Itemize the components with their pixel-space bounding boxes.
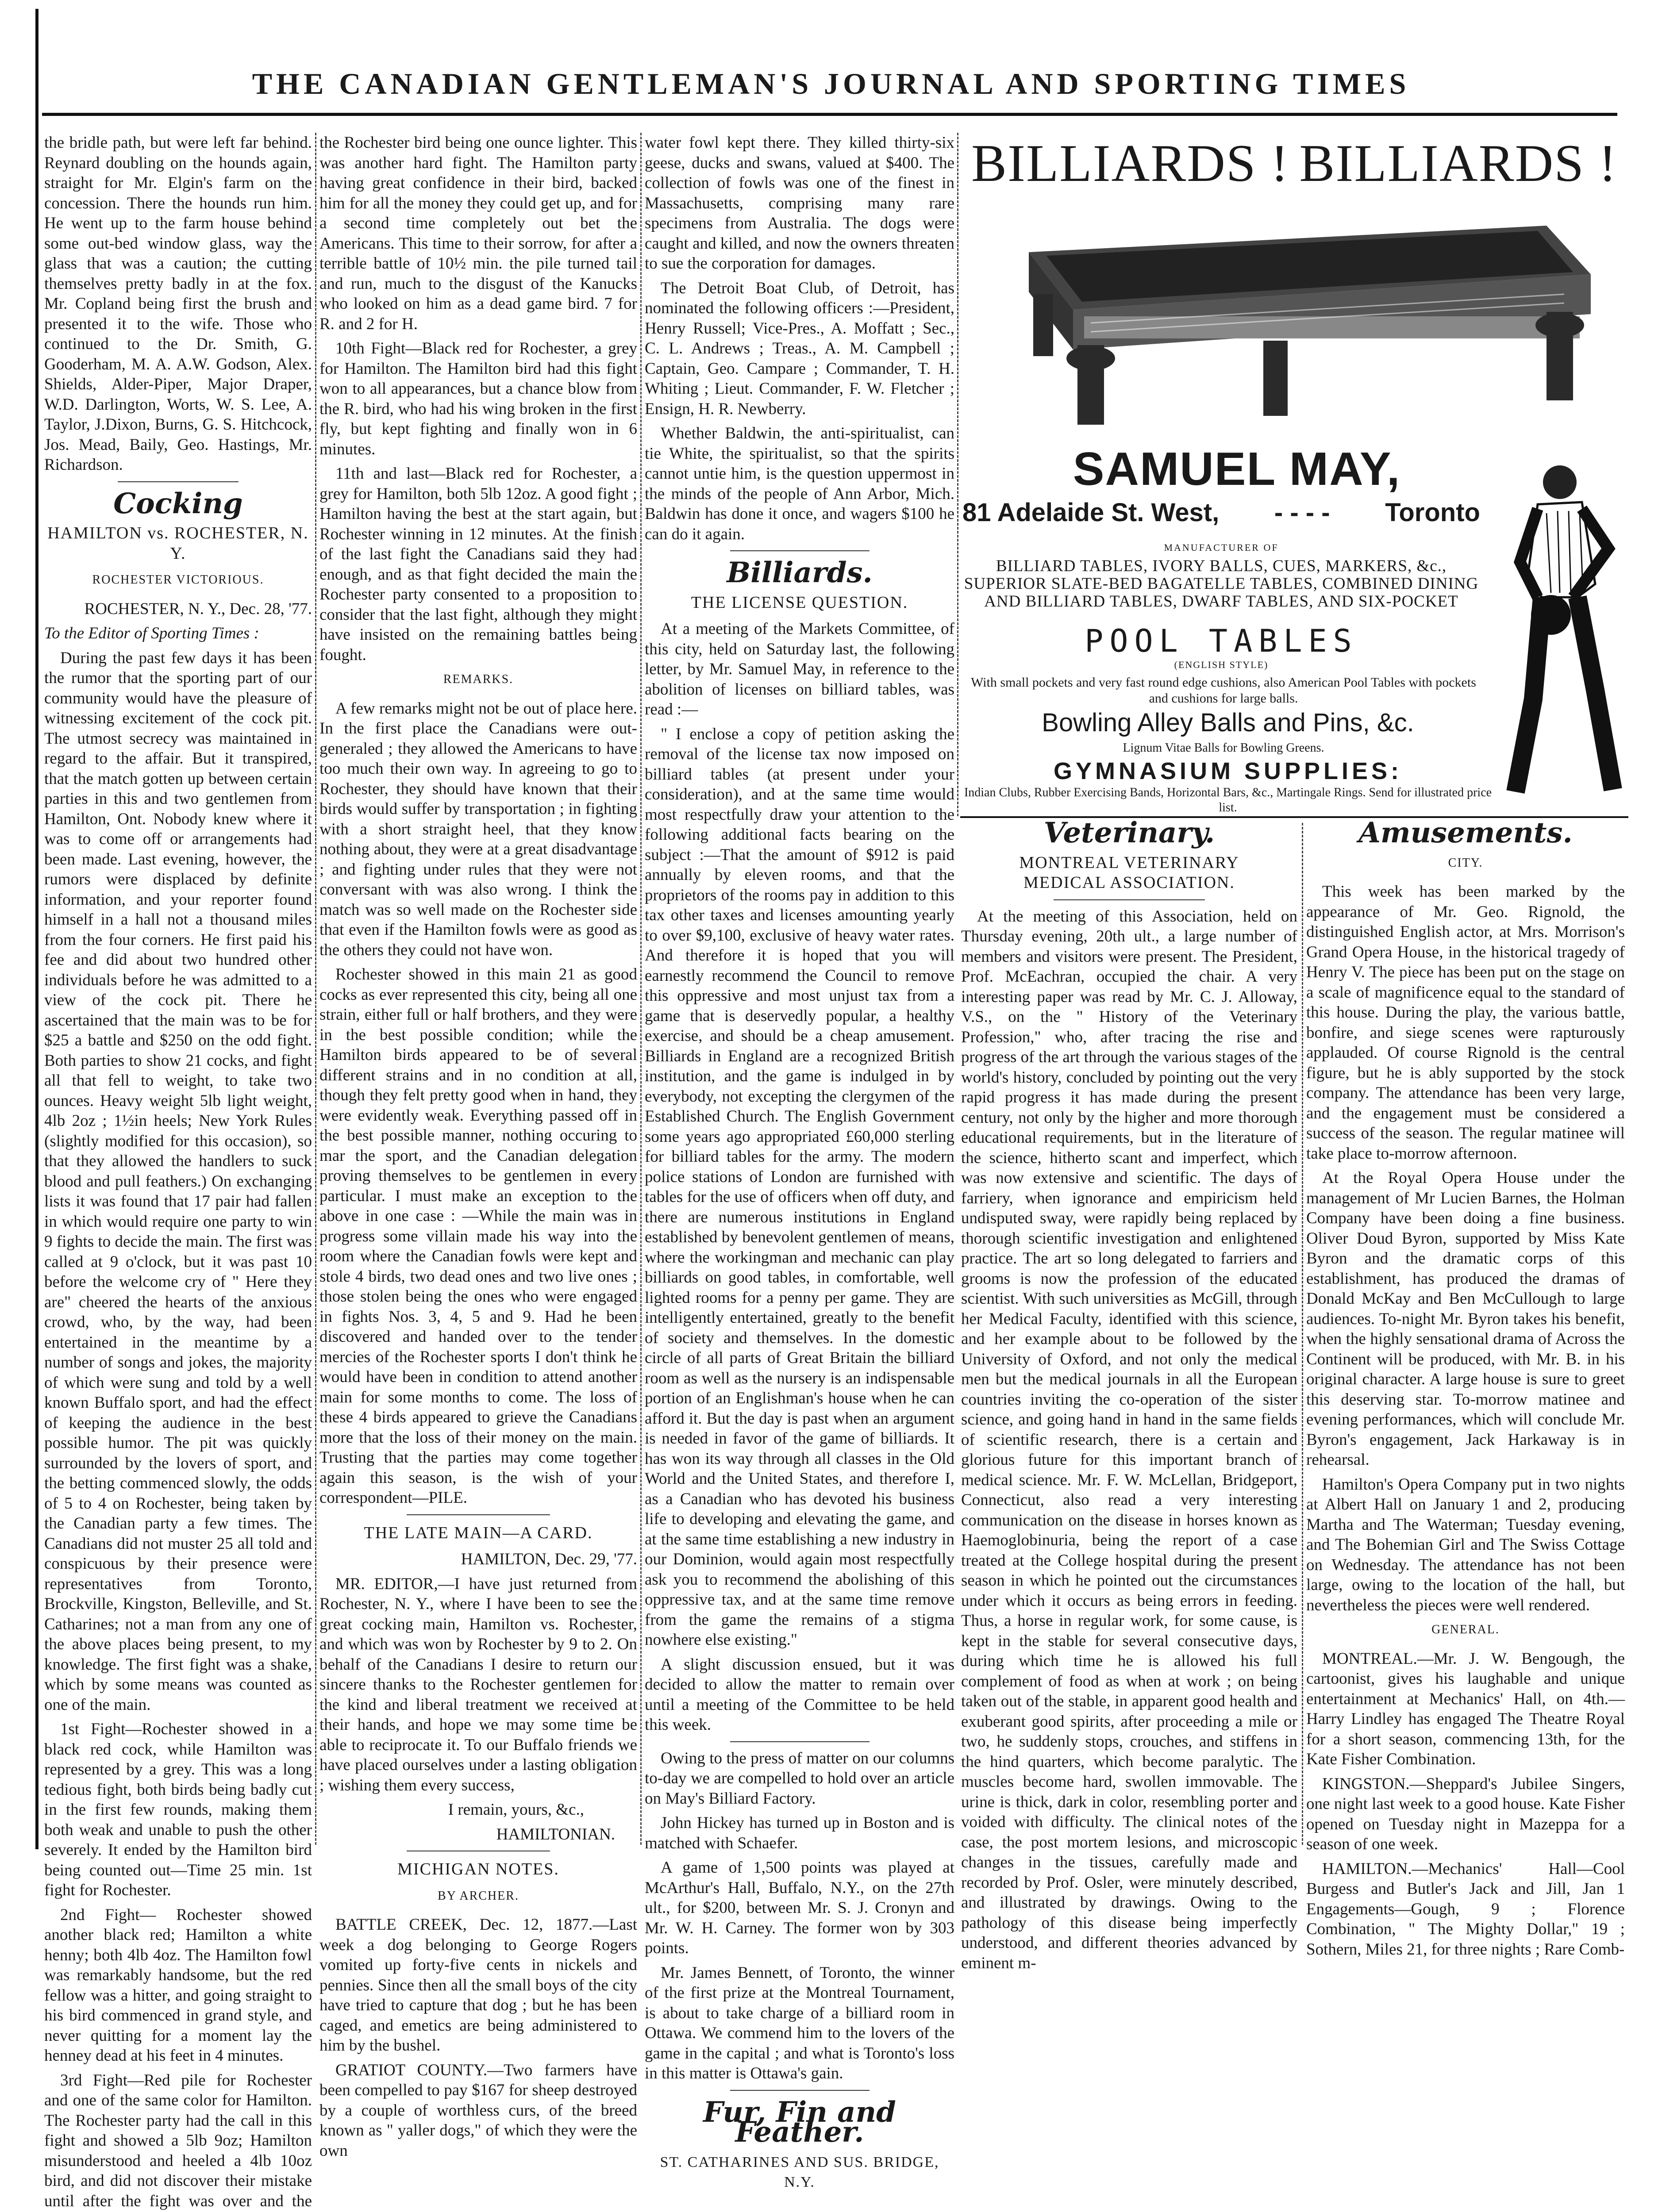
ad-bowling: Bowling Alley Balls and Pins, &c. [962, 708, 1493, 737]
salutation: To the Editor of Sporting Times : [44, 623, 312, 644]
paragraph: Rochester showed in this main 21 as good cocks as ever represented this city, being all one strain, either full or half brothers, and they were in the best possible condition; while the Hamilton birds appeared to be of several different strains and in no condition at all, though they felt pretty good when in hand, they were evidently weak. Everything passed off in the best possible manner, nothing occuring to mar the sport, and the Canadian delegation proving themselves to be gentlemen in every particular. I must make an exception to the above in one case : —While the main was in progress some villain made his way into the room where the Canadian fowls were kept and stole 4 birds, two dead ones and two live ones ; those stolen being the ones who were engaged in fights Nos. 3, 4, 5 and 9. Had he been discovered and handed over to the tender mercies of the Rochester sports I don't think he would have been in condition to attend another main for some months to come. The loss of these 4 birds appeared to grieve the Canadians more that the loss of their money on the main. Trusting that the parties may come together again this season, is the wish of your correspondent—PILE. [319, 964, 637, 1508]
paragraph: BATTLE CREEK, Dec. 12, 1877.—Last week a dog belonging to George Rogers vomited up forty-five cents in nickels and pennies. Since then all the small boys of the city have tried to capture that dog ; but he has been caged, and emetics are being administered to him by the bushel. [319, 1915, 637, 2056]
ad-english-style: (ENGLISH STYLE) [962, 659, 1480, 671]
section-heading-fur-fin-feather: Fur, Fin and Feather. [645, 2102, 954, 2143]
section-heading-veterinary: Veterinary. [961, 823, 1297, 843]
ad-city: Toronto [1385, 498, 1480, 527]
billiard-table-illustration [989, 199, 1600, 434]
paragraph: KINGSTON.—Sheppard's Jubilee Singers, one night last week to a good house. Kate Fisher opened on Tuesday night in Mazeppa for a season of one week. [1306, 1774, 1625, 1855]
column-5 [1306, 823, 1625, 1845]
paragraph: 10th Fight—Black red for Rochester, a grey for Hamilton. The Hamilton bird had this fight won to all appearances, but a chance blow from the R. bird, who had his wing broken in the first fly, but kept fighting and finally won in 6 minutes. [319, 338, 637, 459]
ad-headline-right: BILLIARDS ! [1299, 133, 1617, 194]
column-1 [44, 133, 312, 1845]
paragraph: HAMILTON.—Mechanics' Hall—Cool Burgess and Butler's Jack and Jill, Jan 1 Engagements—Gough, 9 ; Florence Combination, " The Mighty Dollar," 19 ; Sothern, Miles 21, for three nights ; Rare Comb- [1306, 1859, 1625, 1960]
paragraph: GRATIOT COUNTY.—Two farmers have been compelled to pay $167 for sheep destroyed by a couple of worthless curs, of the breed known as " yaller dogs," of which they were the own [319, 2060, 637, 2161]
article-title: MICHIGAN NOTES. [319, 1859, 637, 1880]
article-title: MONTREAL VETERINARY MEDICAL ASSOCIATION. [961, 853, 1297, 893]
section-heading-billiards: Billiards. [645, 563, 954, 583]
paragraph: 3rd Fight—Red pile for Rochester and one of the same color for Hamilton. The Rochester party had the call in this fight and showed a 5lb 9oz; Hamilton misunderstood and heeled a 4lb 10oz bird, and did not discover their mistake until after the fight was over and the [44, 2070, 312, 2212]
article-title: ST. CATHARINES AND SUS. BRIDGE, N.Y. [645, 2152, 954, 2193]
paragraph: MR. EDITOR,—I have just returned from Rochester, N. Y., where I have been to see the great cocking main, Hamilton vs. Rochester, and which was won by Rochester by 9 to 2. On behalf of the Canadians I desire to return our sincere thanks to the Rochester gentlemen for the kind and liberal treatment we received at their hands, and hope we may some time be able to reciprocate it. To our Buffalo friends we have placed ourselves under a lasting obligation ; wishing them every success, [319, 1574, 637, 1796]
section-divider [730, 2090, 869, 2091]
man-with-ball-illustration [1485, 451, 1626, 796]
dateline: HAMILTON, Dec. 29, '77. [319, 1549, 637, 1570]
paragraph: " I enclose a copy of petition asking the removal of the license tax now imposed on billiard tables (at present under your consideration), and at the same time would most respectfully draw your attention to the following additional facts bearing on the subject :—That the amount of $912 is paid annually by eleven rooms, and that the proprietors of the rooms pay in addition to this tax other taxes and licenses amounting yearly to over $9,100, exclusive of heavy water rates. And therefore it is hoped that you will earnestly recommend the Council to remove this oppressive and most unjust tax from a game that is deservedly popular, a healthy exercise, and should be a cheap amusement. Billiards in England are a recognized British institution, and the game is indulged in by everybody, not excepting the clergymen of the Established Church. The English Government some years ago appropriated £60,000 sterling for billiard tables for the army. The modern police stations of London are furnished with tables for the use of officers when off duty, and there are numerous institutions in England established by benevolent gentlemen of means, where the workingman and mechanic can play billiards on good tables, in comfortable, well lighted rooms for a penny per game. They are intelligently entertained, greatly to the benefit of society and themselves. In the domestic circle of all parts of Great Britain the billiard room as well as the nursery is an indispensable portion of an Englishman's house when he can afford it. But the day is past when an argument is needed in favor of the game of billiards. It has won its way through all classes in the Old World and the United States, and therefore I, as a Canadian who has devoted his business life to developing and elevating the game, and at the same time establishing a new industry in our Dominion, would again most respectfully ask you to recommend the abolishing of this oppressive tax, and at the same time remove from the game the remains of a stigma nowhere else existing." [645, 724, 954, 1650]
column-separator [315, 133, 316, 1845]
paragraph: MONTREAL.—Mr. J. W. Bengough, the cartoonist, gives his laughable and unique entertainment at Mechanics' Hall, on 4th.— Harry Lindley has engaged The Theatre Royal for a short season, commencing 13th, for the Kate Fisher Combination. [1306, 1649, 1625, 1770]
ad-headline [962, 133, 1626, 194]
paragraph: A slight discussion ensued, but it was decided to allow the matter to remain over until a meeting of the Committee to be held this week. [645, 1655, 954, 1735]
ad-clubs: Indian Clubs, Rubber Exercising Bands, Horizontal Bars, &c., Martingale Rings. Send for illustrated price list. [962, 785, 1493, 815]
paragraph: At a meeting of the Markets Committee, of this city, held on Saturday last, the following letter, by Mr. Samuel May, in reference to the abolition of licenses on billiard tables, was read :— [645, 619, 954, 720]
section-divider [730, 1741, 869, 1742]
ad-street: 81 Adelaide St. West, [962, 498, 1219, 527]
paragraph: Mr. James Bennett, of Toronto, the winner of the first prize at the Montreal Tournament, is about to take charge of a billiard room in Ottawa. We commend him to the lovers of the game in the capital ; and what is Toronto's loss in this matter is Ottawa's gain. [645, 1963, 954, 2084]
article-title: HAMILTON vs. ROCHESTER, N. Y. [44, 523, 312, 564]
byline: BY ARCHER. [319, 1886, 637, 1906]
paragraph: This week has been marked by the appearance of Mr. Geo. Rignold, the distinguished English actor, at Mrs. Morrison's Grand Opera House, in the historical tragedy of Henry V. The piece has been put on the stage on a scale of magnificence equal to the standard of this house. During the play, the various battle, bonfire, and siege scenes were rapturously applauded. Of course Rignold is the central figure, but he is ably supported by the stock company. The attendance has been very large, and the engagement must be considered a success of the season. The regular matinee will take place to-morrow afternoon. [1306, 882, 1625, 1164]
closing: I remain, yours, &c., [319, 1800, 584, 1820]
paragraph: Owing to the press of matter on our columns to-day we are compelled to hold over an article on May's Billiard Factory. [645, 1748, 954, 1809]
section-heading-amusements: Amusements. [1306, 823, 1625, 843]
hunt-article-end: the bridle path, but were left far behind. Reynard doubling on the hounds again, straight for Mr. Elgin's farm on the concession. There the hounds run him. He went up to the farm house behind some out-bed window glass, way the glass that was a caution; the cutting themselves pretty badly in at the fox. Mr. Copland being first the brush and presented it to the wife. Those who continued to the Dr. Smith, G. Gooderham, M. A. A.W. Godson, Alex. Shields, Alder-Piper, Major Draper, W.D. Darlington, Worts, W. S. Lee, A. Taylor, J.Dixon, Burns, G. S. Hitchcock, Jos. Mead, Baily, Geo. Hastings, Mr. Richardson. [44, 133, 312, 475]
paragraph: 1st Fight—Rochester showed in a black red cock, while Hamilton was represented by a grey. This was a long tedious fight, both birds being badly cut in the first few rounds, making them both weak and unable to push the other severely. It ended by the Hamilton bird being counted out—Time 25 min. 1st fight for Rochester. [44, 1719, 312, 1901]
paragraph: 2nd Fight— Rochester showed another black red; Hamilton a white henny; both 4lb 4oz. The Hamilton fowl was remarkably handsome, but the red fellow was a hitter, and going straight to his bird commenced in grand style, and never quitting for a moment lay the henney dead at his feet in 4 minutes. [44, 1905, 312, 2066]
paragraph: the Rochester bird being one ounce lighter. This was another hard fight. The Hamilton party having great confidence in their bird, backed him for all the money they could get up, and for a second time completely out bet the Americans. This time to their sorrow, for after a terrible battle of 10½ min. the pile turned tail and run, much to the disgust of the Kanucks who looked on him as a dead game bird. 7 for R. and 2 for H. [319, 133, 637, 334]
masthead: THE CANADIAN GENTLEMAN'S JOURNAL AND SPORTING TIMES [0, 66, 1662, 101]
article-title: THE LICENSE QUESTION. [645, 593, 954, 613]
ad-dashes: - - - - [1274, 498, 1330, 527]
section-divider [730, 550, 869, 551]
subsection-city: CITY. [1306, 853, 1625, 873]
ad-gymnasium: GYMNASIUM SUPPLIES: [962, 757, 1493, 785]
column-separator [640, 133, 642, 1845]
column-separator [957, 133, 958, 816]
ad-pockets-note: With small pockets and very fast round edge cushions, also American Pool Tables with pockets and cushions for large balls. [962, 675, 1485, 707]
subsection-general: GENERAL. [1306, 1620, 1625, 1640]
section-heading-cocking: Cocking [44, 494, 312, 514]
ad-lignum: Lignum Vitae Balls for Bowling Greens. [962, 741, 1485, 755]
ad-manufacturer-label: MANUFACTURER OF [962, 542, 1480, 553]
ad-product-list: BILLIARD TABLES, IVORY BALLS, CUES, MARKERS, &c., SUPERIOR SLATE-BED BAGATELLE TABLES, COMBINED DINING AND BILLIARD TABLES, DWARF TABLES, AND SIX-POCKET [962, 557, 1480, 611]
article-subtitle: ROCHESTER VICTORIOUS. [44, 570, 312, 590]
paragraph: John Hickey has turned up in Boston and is matched with Schaefer. [645, 1813, 954, 1853]
remarks-heading: REMARKS. [319, 669, 637, 690]
column-4 [961, 823, 1297, 1845]
paragraph: A game of 1,500 points was played at McArthur's Hall, Buffalo, N.Y., on the 27th ult., for $200, between Mr. S. J. Cronyn and Mr. W. H. Carney. The former won by 303 points. [645, 1858, 954, 1959]
paragraph: During the past few days it has been the rumor that the sporting part of our community would have the pleasure of witnessing excitement of the cock pit. The utmost secrecy was maintained in regard to the affair. But it transpired, that the match gotten up between certain parties in this and two gentlemen from Hamilton, Ont. Nobody knew where it was to come off or arrangements had been made. Last evening, however, the rumors were displaced by definite information, and your reporter found himself in a hall not a thousand miles from the four corners. He first paid his fee and did about two hundred other individuals before he was admitted to a view of the cock pit. There he ascertained that the main was to be for $25 a battle and $250 on the odd fight. Both parties to show 21 cocks, and fight all that fell to weight, to take two ounces. Heavy weight 5lb light weight, 4lb 2oz ; 1½in heels; New York Rules (slightly modified for this occasion), so that they allowed the handlers to suck blood and pull feathers.) On exchanging lists it was found that 17 pair had fallen in which would require one party to win 9 fights to decide the main. The first was called at 9 o'clock, but it was past 10 before the welcome cry of " Here they are" cheered the hearts of the anxious crowd, who, by the way, had been entertained in the meantime by a number of songs and jokes, the majority of which were sung and told by a well known Buffalo sport, and had the effect of keeping the audience in the best possible humor. The pit was quickly surrounded by the lovers of sport, and the betting commenced slowly, the odds of 5 to 4 on Rochester, being taken by the Canadian party a few times. The Canadians did not muster 25 all told and conspicuous by their presence were representatives from Toronto, Brockville, Kingston, Belleville, and St. Catharines; not a man from any one of the above places being present, to my knowledge. The first fight was a shake, which by some means was counted as one of the main. [44, 648, 312, 1715]
article-title: THE LATE MAIN—A CARD. [319, 1523, 637, 1544]
column-2 [319, 133, 637, 1845]
ad-address [962, 498, 1480, 527]
paragraph: water fowl kept there. They killed thirty-six geese, ducks and swans, valued at $400. The collection of fowls was one of the finest in Massachusetts, comprising many rare specimens from Australia. The dogs were caught and killed, and now the owners threaten to sue the corporation for damages. [645, 133, 954, 274]
paragraph: A few remarks might not be out of place here. In the first place the Canadians were out-generaled ; they allowed the Americans to have too much their own way. In agreeing to go to Rochester, they should have known that their birds would suffer by transportation ; in fighting with a short straight heel, that they know nothing about, they were at a great disadvantage ; and fighting under rules that they were not conversant with was also wrong. I think the match was so well made on the Rochester side that even if the Hamilton fowls were as good as the others they could not have won. [319, 699, 637, 960]
paragraph: At the meeting of this Association, held on Thursday evening, 20th ult., a large number of members and visitors were present. The President, Prof. McEachran, occupied the chair. A very interesting paper was read by Mr. C. J. Alloway, V.S., on the " History of the Veterinary Profession," who, after tracing the rise and progress of the art through the various stages of the world's history, concluded by pointing out the very rapid progress it has made during the present century, not only by the higher and more thorough educational requirements, but in the literature of the science, hitherto scant and imperfect, which was now extensive and scientific. The days of farriery, when ignorance and empiricism held undisputed sway, were rapidly being replaced by thorough scientific investigation and enlightened practice. The art so long delegated to farriers and grooms is now the profession of the educated scientist. With such universities as McGill, through her Medical Faculty, identified with this science, and her example about to be followed by the University of Oxford, and not only the medical men but the medical journals in all the European countries inviting the co-operation of the sister science, and going hand in hand in the same fields of scientific research, there is a certain and glorious future for this important branch of medical science. Mr. F. W. McLellan, Bridgeport, Connecticut, also read a very interesting communication on the disease in horses known as Haemoglobinuria, being the report of a case treated at the College hospital during the present season in which he pointed out the circumstances under which it occurs as being errors in feeding. Thus, a horse in regular work, for some cause, is kept in the stable for several consecutive days, during which time he is allowed his full complement of food as when at work ; on being taken out of the stable, in apparent good health and exuberant good spirits, after proceeding a mile or two, he suddenly stops, crouches, and stiffens in the hind quarters, which become paralytic. The muscles become hard, swollen immovable. The urine is thick, dark in color, resembling porter and voided with difficulty. The clinical notes of the case, the post mortem lesions, and microscopic changes in the tissues, carefully made and recorded by Prof. Osler, were minutely described, and illustrated by drawings. Owing to the pathology of this disease being imperfectly understood, and different theories advanced by eminent m- [961, 906, 1297, 1974]
section-divider [407, 1514, 550, 1515]
dateline: ROCHESTER, N. Y., Dec. 28, '77. [44, 599, 312, 619]
left-margin-rule [35, 9, 38, 1849]
paragraph: At the Royal Opera House under the management of Mr Lucien Barnes, the Holman Company have been doing a fine business. Oliver Doud Byron, supported by Miss Kate Byron and the dramatic corps of this establishment, has produced the dramas of Donald McKay and Ben McCullough to large audiences. To-night Mr. Byron takes his benefit, when the highly sensational drama of Across the Continent will be produced, with Mr. B. in his original character. A large house is sure to greet this deserving star. To-morrow matinee and evening performances, which will conclude Mr. Byron's engagement, Jack Harkaway is in rehearsal. [1306, 1168, 1625, 1470]
masthead-rule [42, 113, 1617, 116]
column-separator [1302, 823, 1303, 1845]
billiards-advertisement [962, 133, 1626, 810]
paragraph: Whether Baldwin, the anti-spiritualist, can tie White, the spiritualist, so that the spirits cannot untie him, is the question uppermost in the minds of the people of Ann Arbor, Mich. Baldwin has done it once, and wagers $100 he can do it again. [645, 423, 954, 544]
ad-pool-tables: POOL TABLES [962, 623, 1480, 659]
paragraph: Hamilton's Opera Company put in two nights at Albert Hall on January 1 and 2, producing Martha and The Waterman; Tuesday evening, and The Bohemian Girl and The Swiss Cottage on Wednesday. The attendance has not been large, owing to the location of the hall, but nevertheless the pieces were well rendered. [1306, 1475, 1625, 1616]
paragraph: The Detroit Boat Club, of Detroit, has nominated the following officers :—President, Henry Russell; Vice-Pres., A. Moffatt ; Sec., C. L. Andrews ; Treas., A. M. Campbell ; Captain, Geo. Campare ; Commander, T. H. Whiting ; Lieut. Commander, F. W. Fletcher ; Ensign, H. R. Newberry. [645, 278, 954, 419]
signature: HAMILTONIAN. [319, 1824, 615, 1845]
ad-company-name: SAMUEL MAY, [1024, 442, 1449, 496]
section-divider [1054, 899, 1205, 900]
ad-headline-left: BILLIARDS ! [971, 133, 1289, 194]
column-3 [645, 133, 954, 1845]
section-divider [118, 481, 238, 482]
paragraph: 11th and last—Black red for Rochester, a grey for Hamilton, both 5lb 12oz. A good fight ; Hamilton having the best at the start again, but Rochester winning in 12 minutes. At the finish of the last fight the Canadians said they had enough, and as that fight decided the main the Rochester party consented to a proposition to consider that the last fight, although they might have insisted on the remaining battles being fought. [319, 464, 637, 665]
